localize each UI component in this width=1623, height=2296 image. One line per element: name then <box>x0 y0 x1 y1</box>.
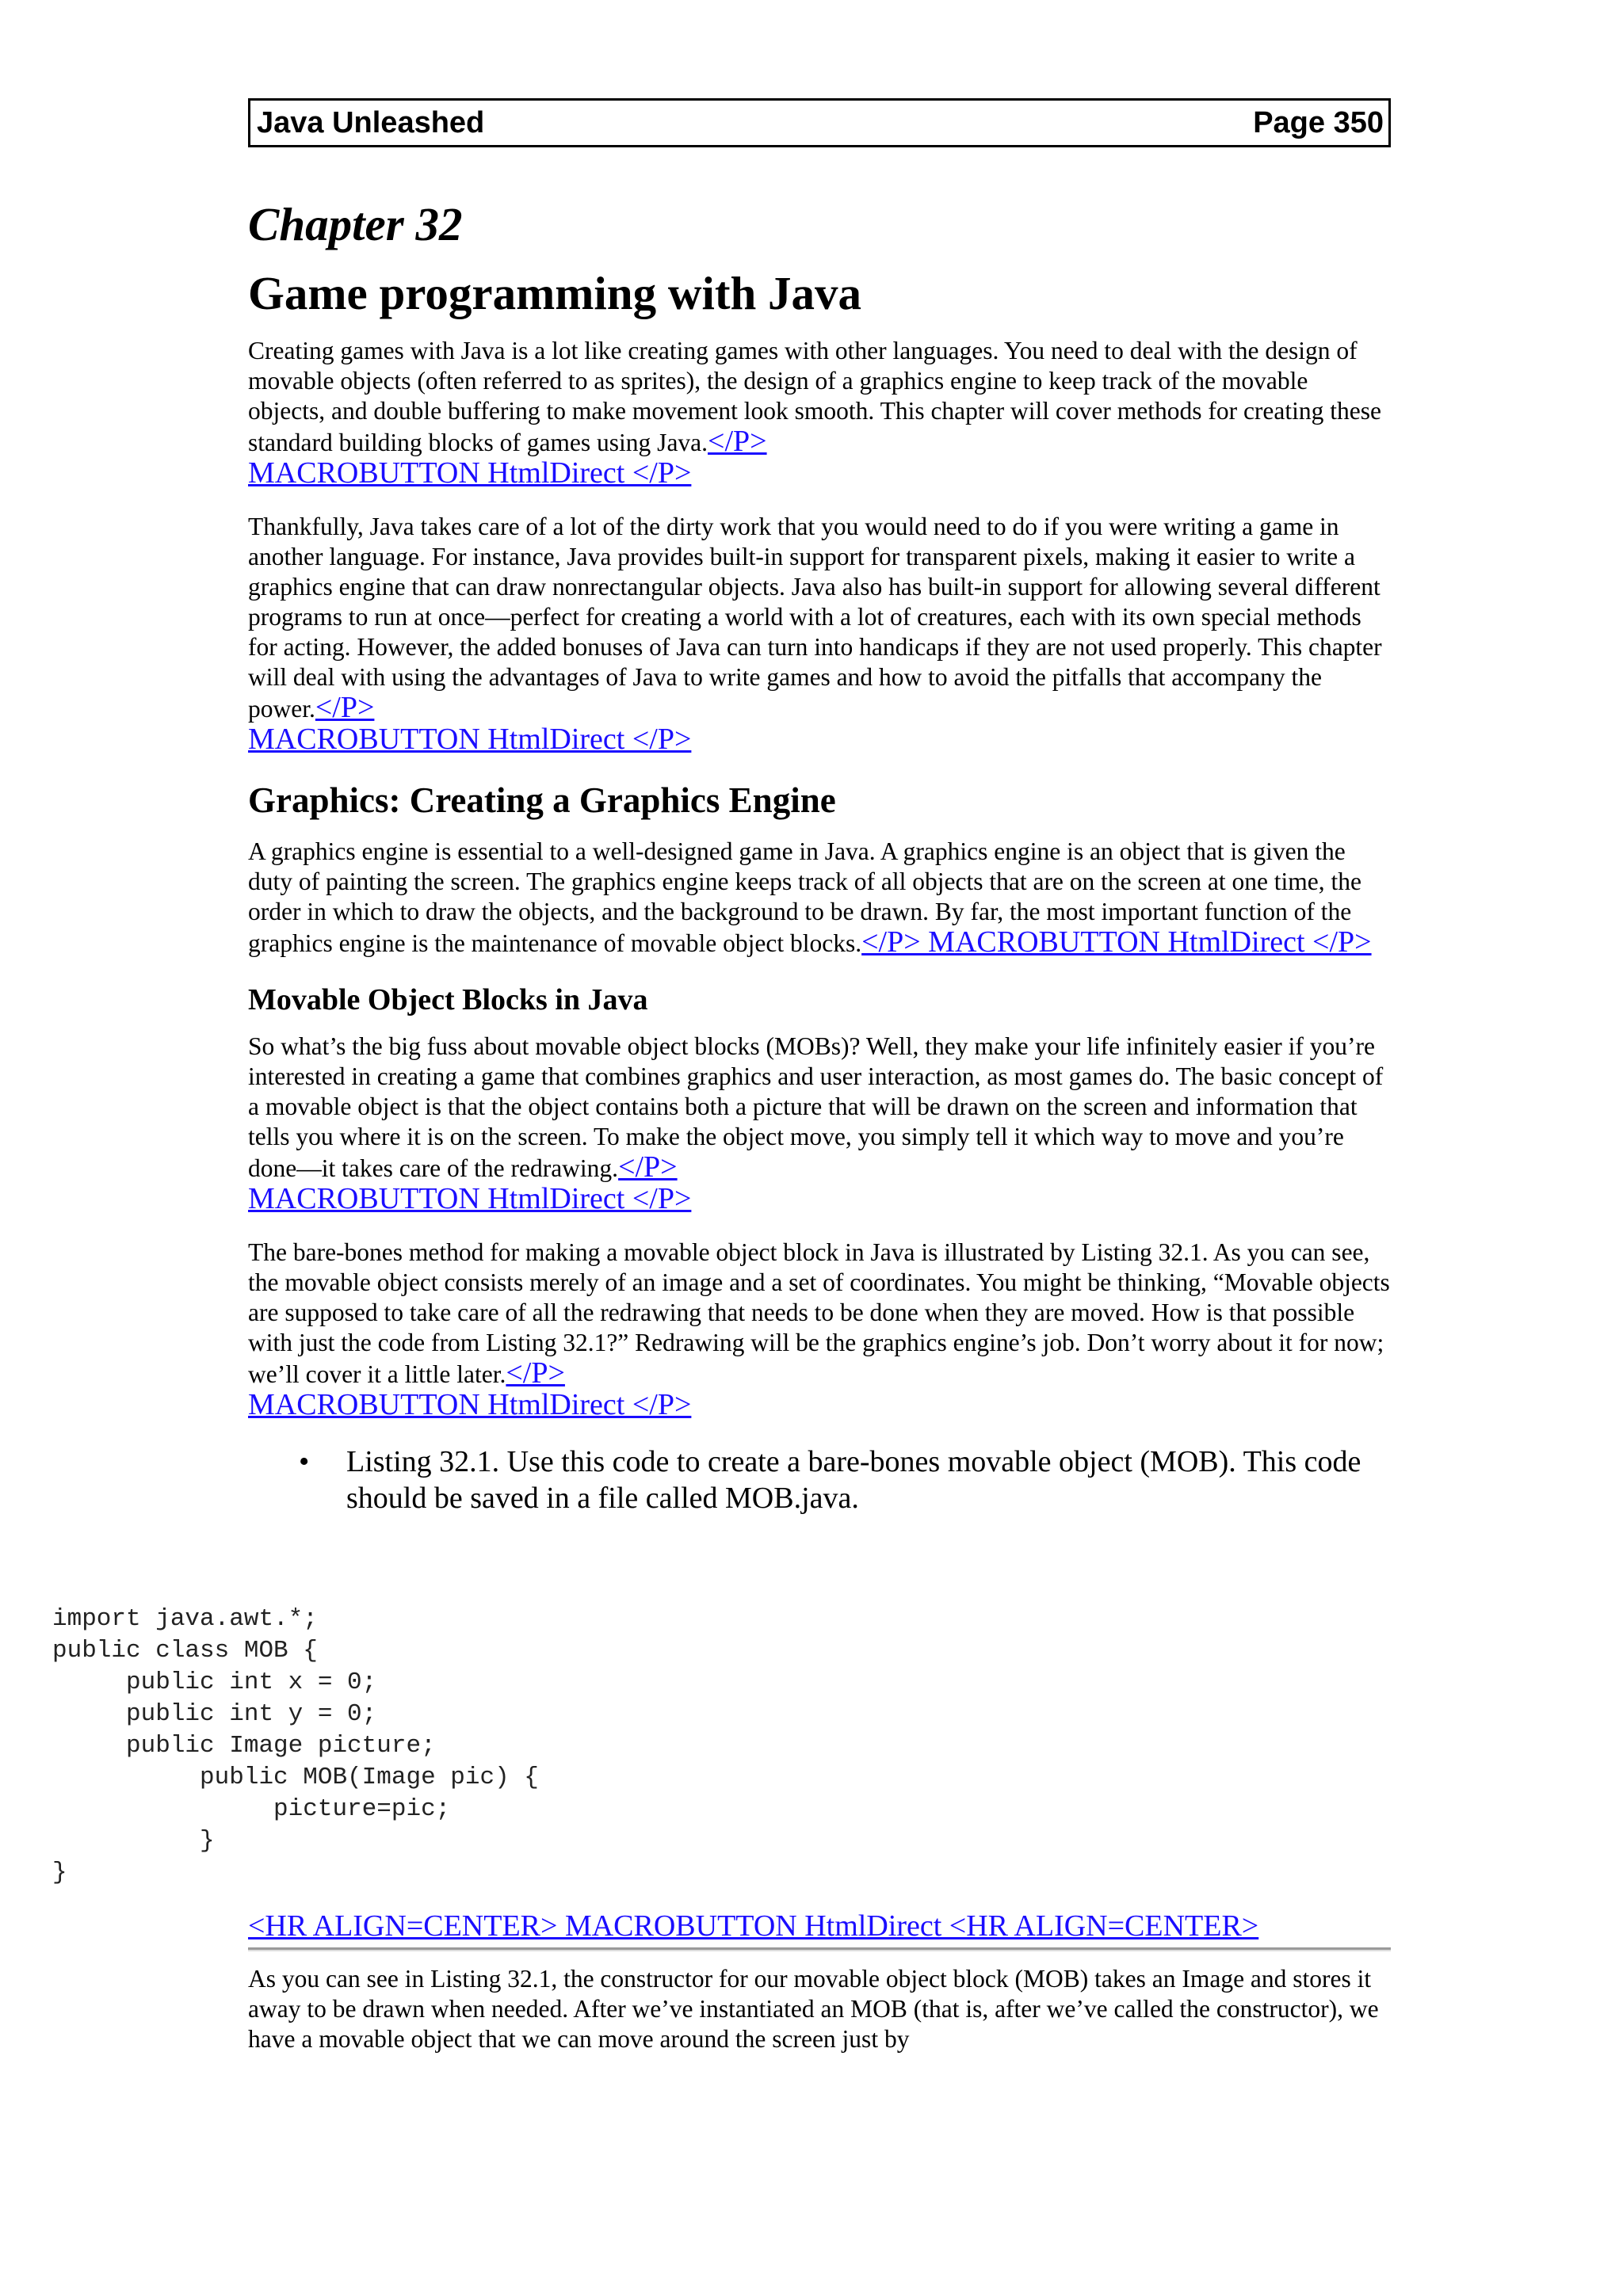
page-number: Page 350 <box>1253 106 1384 139</box>
paragraph-bare-bones <box>248 1238 1391 1421</box>
book-title: Java Unleashed <box>257 106 485 139</box>
html-tag-link[interactable]: </P> <box>618 1150 678 1184</box>
macrobutton-link[interactable]: MACROBUTTON HtmlDirect </P> <box>248 723 692 756</box>
paragraph-text: So what’s the big fuss about movable object blocks (MOBs)? Well, they make your life infinitely easier if you’re interested in creating a game that combines graphics and user interaction, as most games do. The basic concept of a movable object is that the object contains both a picture that will be drawn on the screen and information that tells you where it is on the screen. To make the object move, you simply tell it which way to move and you’re done—it takes care of the redrawing. <box>248 1032 1384 1182</box>
bullet-icon: • <box>299 1445 310 1478</box>
macrobutton-link[interactable]: </P> MACROBUTTON HtmlDirect </P> <box>861 925 1372 959</box>
paragraph-text: Creating games with Java is a lot like creating games with other languages. You need to deal with the design of movable objects (often referred to as sprites), the design of a graphics engine to keep track of the movable objects, and double buffering to make movement look smooth. This chapter will cover methods for creating these standard building blocks of games using Java. <box>248 337 1381 456</box>
paragraph-text: A graphics engine is essential to a well-designed game in Java. A graphics engine is an object that is given the duty of painting the screen. The graphics engine keeps track of all objects that are on the screen at one time, the order in which to draw the objects, and the background to be drawn. By far, the most important function of the graphics engine is the maintenance of movable object blocks. <box>248 837 1362 957</box>
subsection-heading-mob: Movable Object Blocks in Java <box>248 983 648 1016</box>
hr-macrobutton-link[interactable]: <HR ALIGN=CENTER> MACROBUTTON HtmlDirect <HR ALIGN=CENTER> <box>248 1908 1391 1950</box>
paragraph-graphics-engine <box>248 837 1391 959</box>
listing-caption <box>248 1444 1391 1516</box>
paragraph-text: As you can see in Listing 32.1, the constructor for our movable object block (MOB) takes an Image and stores it away to be drawn when needed. After we’ve instantiated an MOB (that is, after we’ve called the constructor), we have a movable object that we can move around the screen just by <box>248 1965 1379 2053</box>
html-tag-link[interactable]: </P> <box>708 425 767 458</box>
code-listing: import java.awt.*; public class MOB { public int x = 0; public int y = 0; public Image picture; public MOB(Image pic) { picture=pic; } } <box>52 1605 539 1886</box>
html-tag-link[interactable]: </P> <box>506 1356 565 1390</box>
macrobutton-link[interactable]: MACROBUTTON HtmlDirect </P> <box>248 456 692 490</box>
running-header <box>248 98 1391 147</box>
paragraph-text: The bare-bones method for making a movable object block in Java is illustrated by Listing 32.1. As you can see, the movable object consists merely of an image and a set of coordinates. You might be thinking, “Movable objects are supposed to take care of all the redrawing that needs to be done when they are moved. How is that possible with just the code from Listing 32.1?” Redrawing will be the graphics engine’s job. Don’t worry about it for now; we’ll cover it a little later. <box>248 1238 1390 1388</box>
post-listing-content <box>248 1908 1391 2077</box>
paragraph-constructor <box>248 1964 1391 2054</box>
paragraph-intro <box>248 336 1391 490</box>
html-tag-link[interactable]: </P> <box>315 691 375 724</box>
paragraph-java-advantages <box>248 512 1391 756</box>
macrobutton-link[interactable]: MACROBUTTON HtmlDirect </P> <box>248 1182 692 1215</box>
page-content <box>248 98 1391 1540</box>
paragraph-text: Thankfully, Java takes care of a lot of the dirty work that you would need to do if you were writing a game in another language. For instance, Java provides built-in support for transparent pixels, making it easier to write a graphics engine that can draw nonrectangular objects. Java also has built-in support for allowing several different programs to run at once—perfect for creating a world with a lot of creatures, each with its own special methods for acting. However, the added bonuses of Java can turn into handicaps if they are not used properly. This chapter will deal with using the advantages of Java to write games and how to avoid the pitfalls that accompany the power. <box>248 513 1382 723</box>
macrobutton-link[interactable]: MACROBUTTON HtmlDirect </P> <box>248 1388 692 1421</box>
paragraph-mob-intro <box>248 1032 1391 1215</box>
chapter-title: Game programming with Java <box>248 267 862 319</box>
listing-caption-text: Listing 32.1. Use this code to create a bare-bones movable object (MOB). This code should be saved in a file called MOB.java. <box>346 1445 1361 1515</box>
section-heading-graphics-engine: Graphics: Creating a Graphics Engine <box>248 780 836 820</box>
chapter-number: Chapter 32 <box>248 198 463 250</box>
